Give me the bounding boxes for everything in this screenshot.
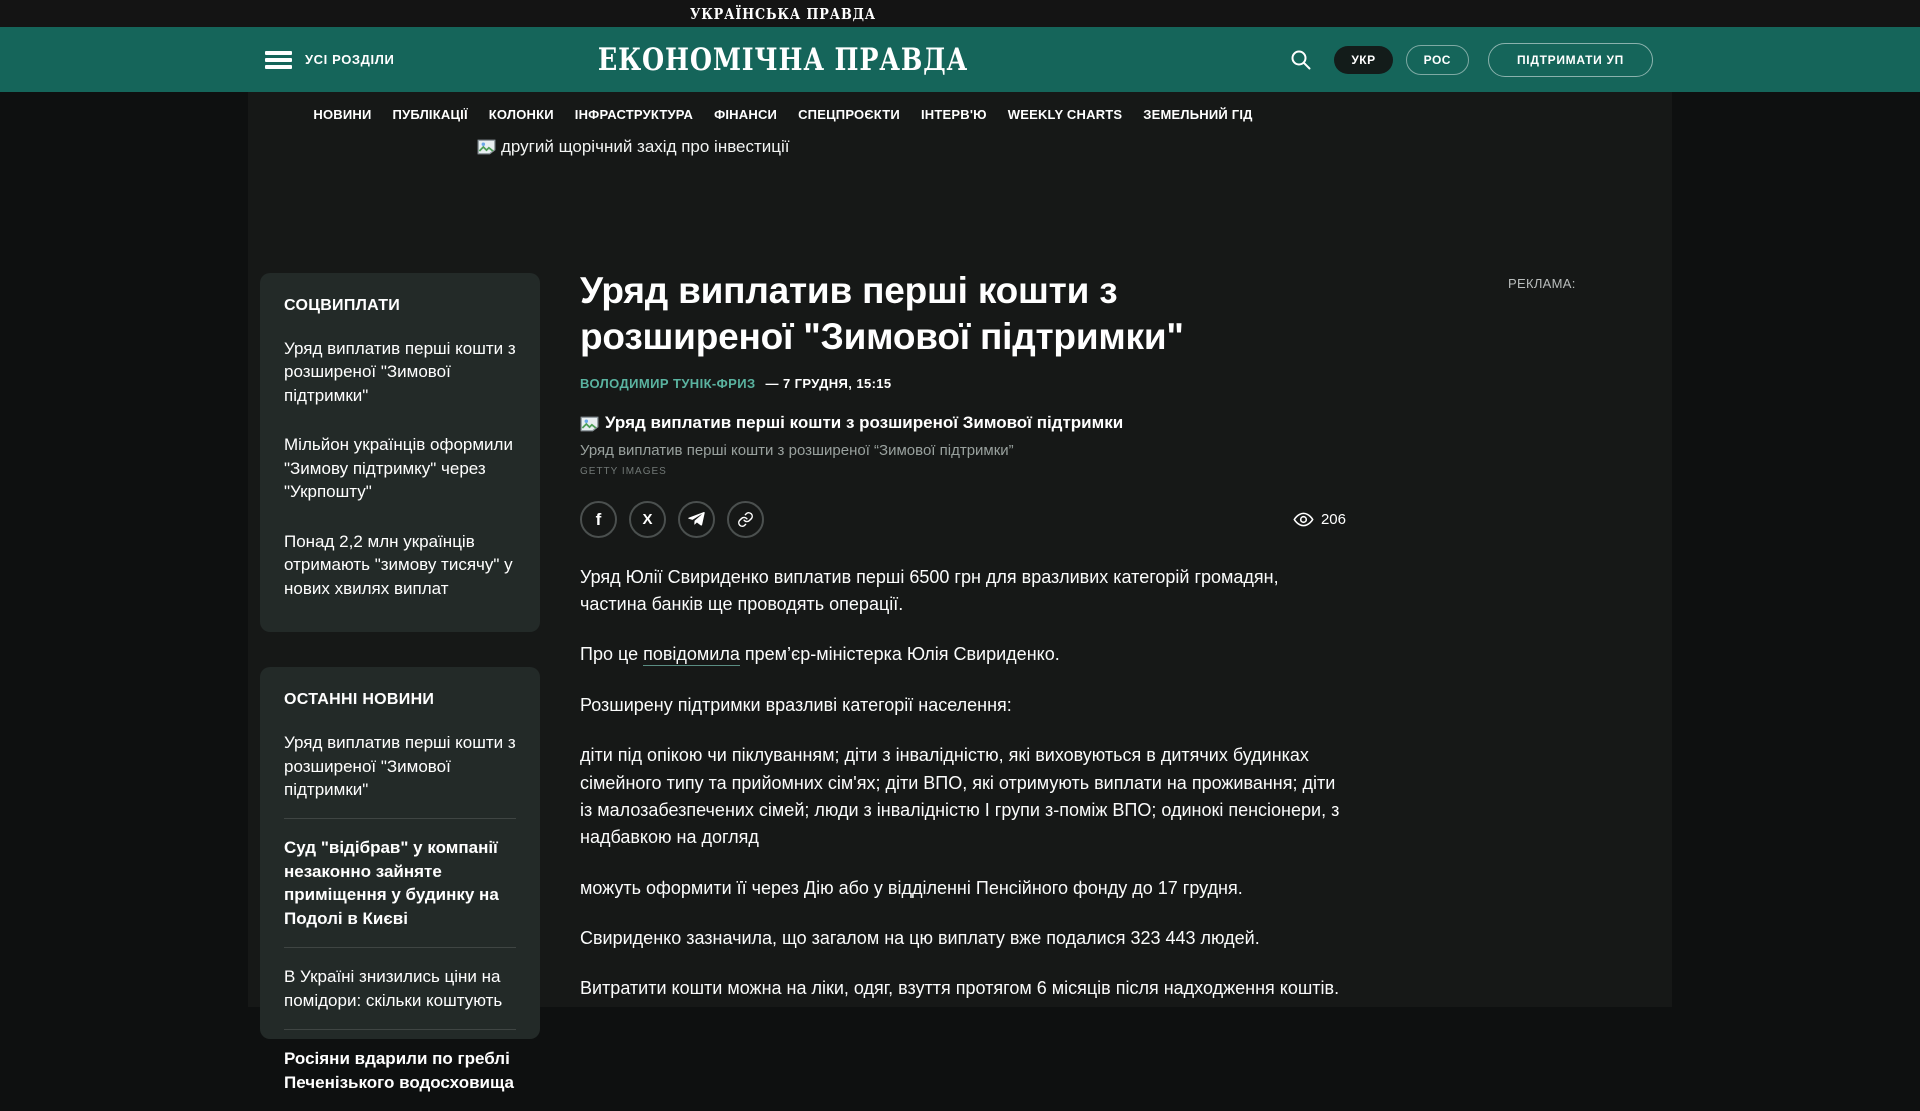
- share-facebook-button[interactable]: [580, 501, 617, 538]
- banner-alt-text: другий щорічний захід про інвестиції: [501, 137, 790, 156]
- latest-news-link[interactable]: Суд "відібрав" у компанії незаконно зайняте приміщення у будинку на Подолі в Києві: [284, 818, 516, 947]
- main-nav: [248, 92, 1318, 122]
- link-icon: [737, 511, 754, 528]
- nav-item-intervyu[interactable]: ІНТЕРВ'Ю: [920, 107, 987, 122]
- sidebar-link[interactable]: Уряд виплатив перші кошти з розширеної "Зимової підтримки": [284, 339, 516, 405]
- sidebar-title-socvyplaty[interactable]: СОЦВИПЛАТИ: [284, 297, 401, 314]
- publish-date: — 7 ГРУДНЯ, 15:15: [765, 375, 892, 391]
- all-sections-menu-button[interactable]: [265, 48, 394, 72]
- nav-item-publikatsii[interactable]: ПУБЛІКАЦІЇ: [392, 107, 468, 122]
- article-paragraph: діти під опікою чи піклуванням; діти з інвалідністю, які виховуються в дитячих будинках сімейного типу та прийомних сім'ях; діти ВПО, які отримують виплати на проживання; діти із малозабезпечених сімей; люди з інвалідністю І групи з-поміж ВПО; одинокі пенсіонери, з надбавкою на догляд: [580, 745, 1340, 848]
- latest-news-link[interactable]: Росіяни вдарили по греблі Печенізького водосховища: [284, 1029, 516, 1111]
- article-paragraph: Витратити кошти можна на ліки, одяг, взуття протягом 6 місяців після надходження коштів.: [580, 978, 1340, 999]
- x-icon: X: [642, 510, 653, 528]
- banner-link[interactable]: [477, 137, 790, 157]
- hamburger-icon: [265, 48, 292, 72]
- author-link[interactable]: ВОЛОДИМИР ТУНІК-ФРИЗ: [580, 375, 756, 391]
- latest-news-link[interactable]: Уряд виплатив перші кошти з розширеної "Зимової підтримки": [284, 733, 516, 799]
- byline: [580, 376, 1346, 391]
- share-row: [580, 501, 1346, 538]
- article-paragraph: Уряд Юлії Свириденко виплатив перші 6500 грн для вразливих категорій громадян, частина банків ще проводять операції.: [580, 566, 1279, 615]
- eye-icon: [1293, 509, 1314, 530]
- sidebar-title-latest-news[interactable]: ОСТАННІ НОВИНИ: [284, 691, 435, 709]
- menu-label: УСІ РОЗДІЛИ: [305, 52, 395, 67]
- article: [580, 268, 1346, 1026]
- nav-item-zemelnyi-hid[interactable]: ЗЕМЕЛЬНИЙ ГІД: [1143, 107, 1253, 122]
- search-button[interactable]: [1289, 48, 1313, 72]
- broken-image-icon: [477, 139, 496, 155]
- nav-item-infrastruktura[interactable]: ІНФРАСТРУКТУРА: [574, 107, 694, 122]
- share-telegram-button[interactable]: [678, 501, 715, 538]
- nav-item-spetsproekty[interactable]: СПЕЦПРОЄКТИ: [798, 107, 900, 122]
- search-icon: [1289, 48, 1313, 72]
- site-header: [0, 27, 1920, 92]
- views-count: 206: [1320, 510, 1346, 528]
- header-actions: [1289, 43, 1653, 77]
- nav-item-kolonky[interactable]: КОЛОНКИ: [488, 107, 554, 122]
- sidebar-link[interactable]: Мільйон українців оформили "Зимову підтримку" через "Укрпошту": [284, 435, 513, 502]
- content-wrapper: [248, 92, 1672, 1092]
- paragraph-text: прем’єр-міністерка Юлія Свириденко.: [739, 644, 1060, 665]
- article-paragraph: Свириденко зазначила, що загалом на цю виплату вже подалися 323 443 людей.: [580, 927, 1260, 948]
- sidebar-card-socvyplaty: [260, 273, 540, 632]
- right-rail: [1508, 276, 1576, 291]
- broken-image-icon: [580, 416, 599, 432]
- nav-item-novyny[interactable]: НОВИНИ: [313, 107, 372, 122]
- ad-label: РЕКЛАМА:: [1508, 276, 1576, 291]
- article-title: Уряд виплатив перші кошти з розширеної "Зимової підтримки": [580, 270, 1184, 357]
- body-link-povidomyla[interactable]: повідомила: [643, 644, 740, 665]
- top-bar: [0, 0, 1920, 27]
- ukrainska-pravda-logo[interactable]: УКРАЇНСЬКА ПРАВДА: [690, 4, 876, 23]
- article-paragraph: можуть оформити її через Дію або у відділенні Пенсійного фонду до 17 грудня.: [580, 877, 1243, 898]
- lang-toggle-ukr[interactable]: УКР: [1334, 46, 1392, 74]
- ekonomichna-pravda-logo[interactable]: ЕКОНОМІЧНА ПРАВДА: [597, 41, 969, 78]
- nav-item-weekly-charts[interactable]: WEEKLY CHARTS: [1007, 107, 1123, 122]
- lang-toggle-ros[interactable]: РОС: [1406, 45, 1469, 75]
- share-x-button[interactable]: [629, 501, 666, 538]
- article-image-alt-text: Уряд виплатив перші кошти з розширеної Зимової підтримки: [605, 412, 1124, 432]
- sidebar-link[interactable]: Понад 2,2 млн українців отримають "зимову тисячу" у нових хвилях виплат: [284, 531, 513, 598]
- image-credit: GETTY IMAGES: [580, 465, 667, 477]
- nav-item-finansy[interactable]: ФІНАНСИ: [714, 107, 778, 122]
- article-image-broken: [580, 413, 1346, 433]
- share-copy-link-button[interactable]: [727, 501, 764, 538]
- article-paragraph: [580, 641, 1346, 668]
- telegram-icon: [688, 512, 705, 527]
- facebook-icon: f: [595, 509, 602, 529]
- latest-news-link[interactable]: В Україні знизились ціни на помідори: скільки коштують: [284, 947, 516, 1029]
- sidebar-card-latest-news: [260, 667, 540, 1092]
- image-caption: Уряд виплатив перші кошти з розширеної “Зимової підтримки”: [580, 441, 1014, 459]
- support-up-button[interactable]: ПІДТРИМАТИ УП: [1488, 43, 1653, 77]
- paragraph-text: Про це: [580, 644, 644, 665]
- sidebar: [260, 273, 540, 1092]
- views-counter: [1293, 509, 1346, 530]
- article-paragraph: Розширену підтримки вразливі категорії населення:: [580, 694, 1012, 715]
